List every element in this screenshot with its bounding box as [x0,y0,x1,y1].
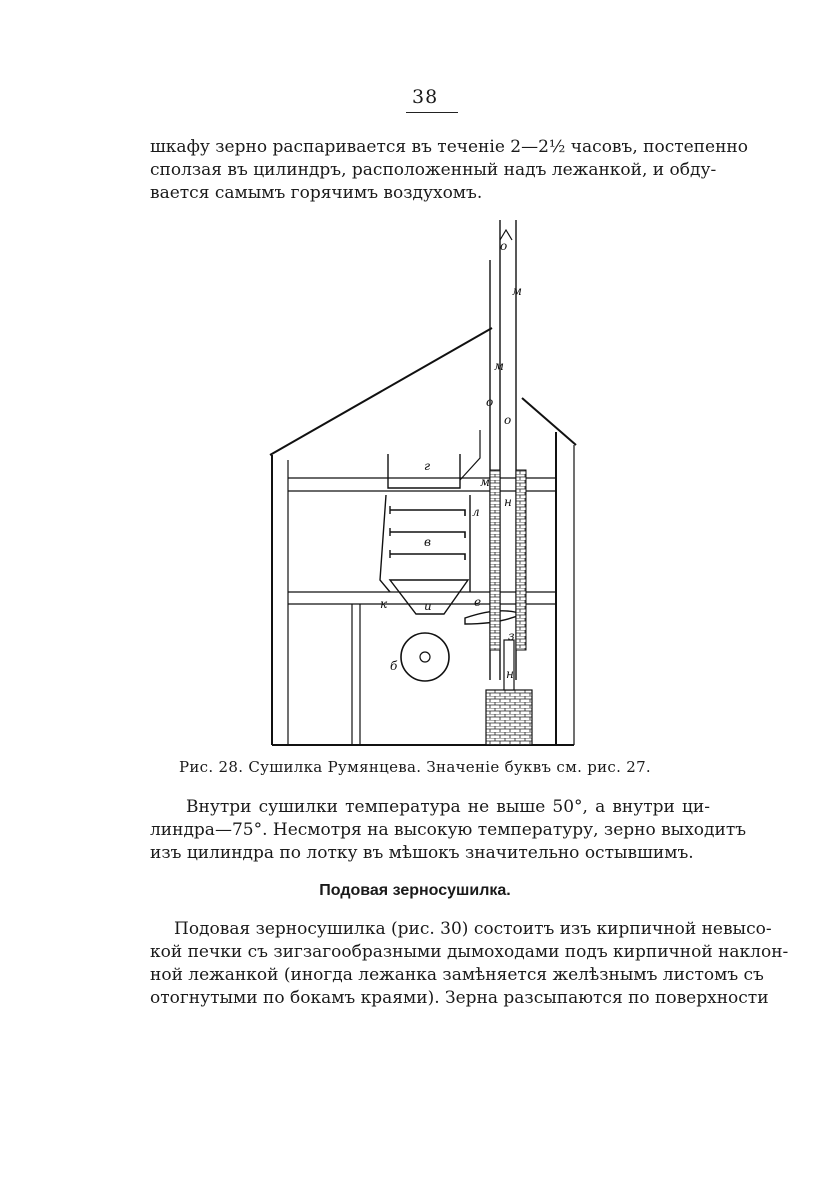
text-line: сползая въ цилиндръ, расположенный надъ лежанкой, и обду- [150,160,717,180]
figure-dryer-diagram [260,210,600,750]
label-g: г [424,459,431,473]
label-m: м [512,284,522,298]
label-k: к [380,597,388,611]
text-line: линдра—75°. Несмотря на высокую температуру, зерно выходитъ [150,820,747,840]
page-number-underline [406,112,458,113]
roof-left [270,328,492,455]
label-o: о [486,395,494,409]
text-line: кой печки съ зигзагообразными дымоходами подъ кирпичной наклон- [150,942,789,962]
middle-paragraph [150,796,747,865]
figure-caption: Рис. 28. Сушилка Румянцева. Значеніе буквъ см. рис. 27. [178,758,651,776]
label-m: м [480,475,490,489]
section-heading: Подовая зерносушилка. [319,882,511,899]
label-o: о [504,413,512,427]
label-o: о [500,239,508,253]
text-line: шкафу зерно распаривается въ теченіе 2—2½ часовъ, постепенно [150,137,748,157]
label-b: б [390,659,398,673]
text-line: вается самымъ горячимъ воздухомъ. [150,183,483,203]
bottom-paragraph [150,918,789,1010]
text-line: Внутри сушилки температура не выше 50°, а внутри ци- [186,797,710,817]
label-e: е [474,595,482,609]
label-v: в [424,535,431,549]
roof-right [522,398,576,445]
text-line: отогнутыми по бокамъ краями). Зерна разсыпаются по поверхности [150,988,769,1008]
label-i: и [424,599,432,613]
label-l: л [472,505,480,519]
text-line: Подовая зерносушилка (рис. 30) состоитъ изъ кирпичной невысо- [174,919,772,939]
label-m: м [494,359,504,373]
page-number: 38 [412,86,439,108]
label-n: н [506,667,514,681]
dryer-diagram [260,210,600,750]
text-line: ной лежанкой (иногда лежанка замѣняется желѣзнымъ листомъ съ [150,965,764,985]
top-paragraph [150,136,748,205]
text-line: изъ цилиндра по лотку въ мѣшокъ значительно остывшимъ. [150,843,694,863]
label-z: з [508,629,515,643]
label-n: н [504,495,512,509]
